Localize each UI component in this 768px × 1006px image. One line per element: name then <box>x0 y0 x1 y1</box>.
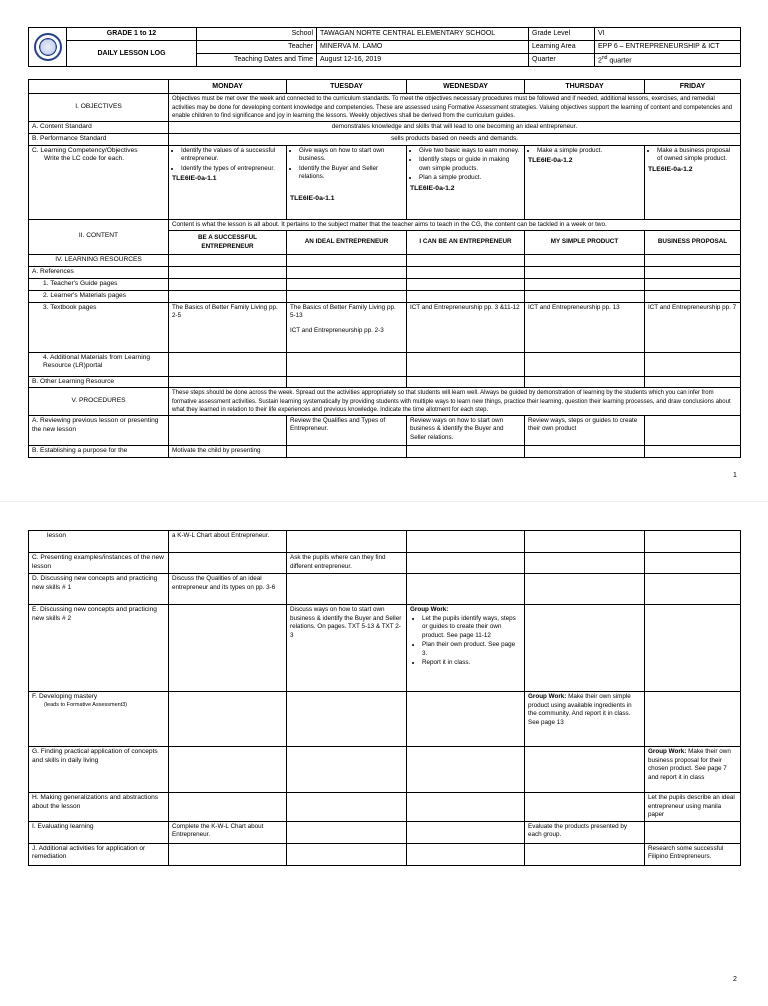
content-standard-row <box>29 121 741 133</box>
proc-a-label: A. Reviewing previous lesson or presenting the new lesson <box>29 415 169 445</box>
content-tuesday: AN IDEAL ENTREPRENEUR <box>287 231 407 255</box>
references-label: A. References <box>29 266 169 278</box>
day-thursday: THURSDAY <box>525 80 645 94</box>
proc-c-row <box>29 553 741 574</box>
proc-h-label: H. Making generalizations and abstractions about the lesson <box>29 793 169 822</box>
procedures-row <box>29 388 741 415</box>
header-table <box>28 27 741 67</box>
proc-d-label: D. Discussing new concepts and practicing new skills # 1 <box>29 574 169 605</box>
proc-d-row <box>29 574 741 605</box>
content-thursday: MY SIMPLE PRODUCT <box>525 231 645 255</box>
additional-materials-row <box>29 352 741 376</box>
competency-wednesday: • Give two basic ways to earn money. • Identify steps or guide in making own simple products. • Plan a simple product. TLE6IE-0a-1.2 <box>407 145 525 219</box>
procedures-label: V. PROCEDURES <box>29 388 169 415</box>
doc-title: DAILY LESSON LOG <box>67 41 197 67</box>
proc-j-friday: Research some successful Filipino Entrepreneurs. <box>645 843 741 865</box>
day-tuesday: TUESDAY <box>287 80 407 94</box>
grade-level-label: Grade Level <box>529 28 595 41</box>
day-monday: MONDAY <box>169 80 287 94</box>
competency-friday: • Make a business proposal of owned simple product. TLE6IE-0a-1.2 <box>645 145 741 219</box>
textbook-row <box>29 302 741 352</box>
page-number-1: 1 <box>733 472 737 479</box>
dates-label: Teaching Dates and Time <box>197 54 317 67</box>
content-monday: BE A SUCCESSFUL ENTREPRENEUR <box>169 231 287 255</box>
performance-standard-row <box>29 133 741 145</box>
content-label: II. CONTENT <box>29 219 169 255</box>
tg-row <box>29 278 741 290</box>
references-row <box>29 266 741 278</box>
competency-thursday: • Make a simple product. TLE6IE-0a-1.2 <box>525 145 645 219</box>
content-wednesday: I CAN BE AN ENTREPRENEUR <box>407 231 525 255</box>
competency-label: C. Learning Competency/Objectives Write the LC code for each. <box>29 145 169 219</box>
proc-f-row <box>29 692 741 747</box>
performance-standard-text: sells products based on needs and demands. <box>169 133 741 145</box>
textbook-label: 3. Textbook pages <box>29 302 169 352</box>
proc-c-tuesday: Ask the pupils where can they find different entrepreneur. <box>287 553 407 574</box>
proc-b-monday-cont: a K-W-L Chart about Entrepreneur. <box>169 531 287 553</box>
proc-j-row <box>29 843 741 865</box>
proc-e-label: E. Discussing new concepts and practicing new skills # 2 <box>29 605 169 692</box>
proc-b-label: B. Establishing a purpose for the <box>29 445 169 457</box>
quarter-label: Quarter <box>529 54 595 67</box>
content-standard-text: demonstrates knowledge and skills that will lead to one becoming an ideal entrepreneur. <box>169 121 741 133</box>
textbook-monday: The Basics of Better Family Living pp. 2-5 <box>169 302 287 352</box>
day-header-row <box>29 80 741 94</box>
deped-seal-cell <box>29 28 67 67</box>
proc-e-wednesday: Group Work: • Let the pupils identify ways, steps or guides to create their own product. See page 11-12 • Plan their own product. See page 3. • Report it in class. <box>407 605 525 692</box>
textbook-thursday: ICT and Entrepreneurship pp. 13 <box>525 302 645 352</box>
proc-i-row <box>29 821 741 843</box>
learning-area-value: EPP 6 – ENTREPRENEURSHIP & ICT <box>595 41 741 54</box>
proc-f-label: F. Developing mastery (leads to Formative Assessment3) <box>29 692 169 747</box>
teacher-value: MINERVA M. LAMO <box>317 41 529 54</box>
proc-i-thursday: Evaluate the products presented by each group. <box>525 821 645 843</box>
school-label: School <box>197 28 317 41</box>
performance-standard-label: B. Performance Standard <box>29 133 169 145</box>
proc-h-friday: Let the pupils describe an ideal entrepreneur using manila paper <box>645 793 741 822</box>
learning-area-label: Learning Area <box>529 41 595 54</box>
other-resources-row <box>29 376 741 388</box>
lesson-table-page2 <box>28 530 741 866</box>
proc-g-friday: Group Work: Make their own business proposal for their chosen product. See page 7 and report it in class <box>645 747 741 793</box>
textbook-tuesday: The Basics of Better Family Living pp. 5-13 ICT and Entrepreneurship pp. 2-3 <box>287 302 407 352</box>
objectives-label: I. OBJECTIVES <box>29 94 169 121</box>
proc-e-row <box>29 605 741 692</box>
page-number-2: 2 <box>733 976 737 983</box>
competency-monday: • Identify the values of a successful entrepreneur. • Identify the types of entrepreneur. TLE6IE-0a-1.1 <box>169 145 287 219</box>
day-friday: FRIDAY <box>645 80 741 94</box>
grade-level-value: VI <box>595 28 741 41</box>
competency-tuesday: • Give ways on how to start own business. • Identify the Buyer and Seller relations. TLE6IE-0a-1.1 <box>287 145 407 219</box>
page-break <box>0 501 768 502</box>
objectives-row <box>29 94 741 121</box>
proc-f-thursday: Group Work: Make their own simple product using available ingredients in the community. And report it in class. See page 13 <box>525 692 645 747</box>
dates-value: August 12-16, 2019 <box>317 54 529 67</box>
textbook-wednesday: ICT and Entrepreneurship pp. 3 &11-12 <box>407 302 525 352</box>
textbook-friday: ICT and Entrepreneurship pp. 7 <box>645 302 741 352</box>
competency-row <box>29 145 741 219</box>
proc-a-wednesday: Review ways on how to start own business & identify the Buyer and Seller relations. <box>407 415 525 445</box>
proc-h-row <box>29 793 741 822</box>
proc-c-label: C. Presenting examples/instances of the new lesson <box>29 553 169 574</box>
tg-label: 1. Teacher's Guide pages <box>29 278 169 290</box>
proc-g-label: G. Finding practical application of concepts and skills in daily living <box>29 747 169 793</box>
proc-e-tuesday: Discuss ways on how to start own business & identify the Buyer and Seller relations. On pages. TXT 5-13 & TXT 2-3 <box>287 605 407 692</box>
day-wednesday: WEDNESDAY <box>407 80 525 94</box>
resources-label: IV. LEARNING RESOURCES <box>29 255 169 267</box>
proc-j-label: J. Additional activities for application or remediation <box>29 843 169 865</box>
page-2 <box>0 503 768 1006</box>
teacher-label: Teacher <box>197 41 317 54</box>
proc-a-thursday: Review ways, steps or guides to create their own product <box>525 415 645 445</box>
content-friday: BUSINESS PROPOSAL <box>645 231 741 255</box>
proc-b-monday: Motivate the child by presenting <box>169 445 287 457</box>
proc-i-label: I. Evaluating learning <box>29 821 169 843</box>
content-note-row <box>29 219 741 231</box>
lm-label: 2. Learner's Materials pages <box>29 290 169 302</box>
proc-b-label-cont: lesson <box>29 531 169 553</box>
objectives-text: Objectives must be met over the week and connected to the curriculum standards. To meet the objectives necessary procedures must be followed and if needed, additional lessons, exercises, and remedial activities may be done for developing content knowledge and competencies. These are assessed using Formative Assessment strategies. Valuing objectives support the learning of content and competencies and enable children to find significance and joy in learning the lessons. Weekly objectives shall be derived from the curriculum guides. <box>169 94 741 121</box>
proc-b-row <box>29 445 741 457</box>
proc-g-row <box>29 747 741 793</box>
quarter-value: 2nd quarter <box>595 54 741 67</box>
proc-a-row <box>29 415 741 445</box>
lm-row <box>29 290 741 302</box>
grade-range: GRADE 1 to 12 <box>67 28 197 41</box>
other-resources-label: B. Other Learning Resource <box>29 376 169 388</box>
school-value: TAWAGAN NORTE CENTRAL ELEMENTARY SCHOOL <box>317 28 529 41</box>
resources-row <box>29 255 741 267</box>
proc-i-monday: Complete the K-W-L Chart about Entrepreneur. <box>169 821 287 843</box>
content-standard-label: A. Content Standard <box>29 121 169 133</box>
proc-a-tuesday: Review the Qualifies and Types of Entrepreneur. <box>287 415 407 445</box>
lesson-table-page1 <box>28 79 741 458</box>
proc-b-cont-row <box>29 531 741 553</box>
deped-seal-icon <box>34 33 62 61</box>
content-note: Content is what the lesson is all about. It pertains to the subject matter that the teacher aims to teach in the CG, the content can be tackled in a week or two. <box>169 219 741 231</box>
proc-d-monday: Discuss the Qualities of an ideal entrepreneur and its types on pp. 3-6 <box>169 574 287 605</box>
procedures-note: These steps should be done across the week. Spread out the activities appropriately so that students will learn well. Always be guided by demonstration of learning by the students which you can infer from formative assessment activities. Sustain learning systematically by providing students with multiple ways to learn new things, practice their learning, question their learning processes, and draw conclusions about what they learned in relation to their life experiences and previous knowledge. Indicate the time allotment for each step. <box>169 388 741 415</box>
additional-materials-label: 4. Additional Materials from Learning Resource (LR)portal <box>29 352 169 376</box>
